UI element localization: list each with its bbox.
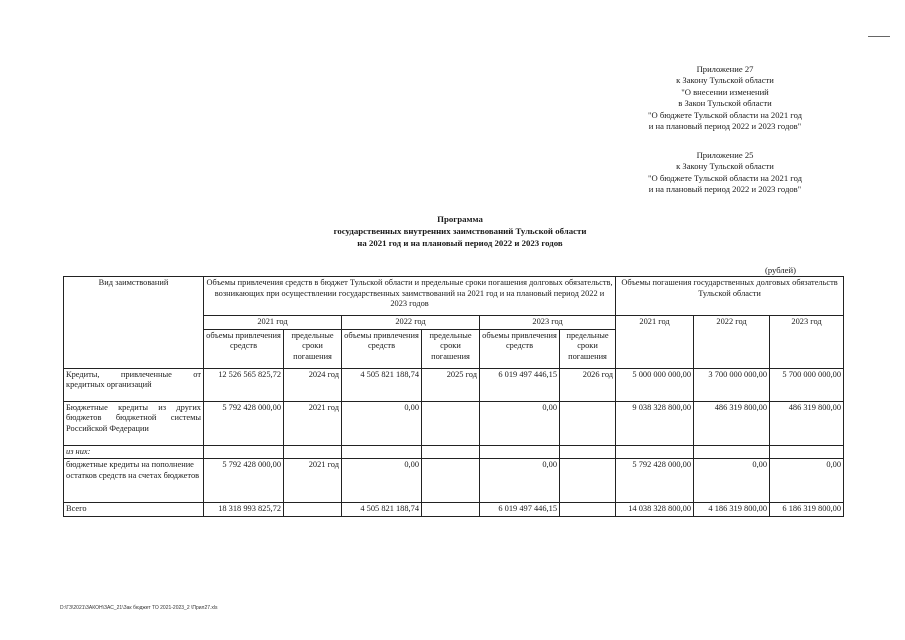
header-repay-2023: 2023 год [770,316,844,369]
cell-value: 14 038 328 800,00 [616,503,694,517]
cell-empty [694,445,770,459]
cell-value: 9 038 328 800,00 [616,401,694,445]
cell-value: 0,00 [342,459,422,503]
annex-line: к Закону Тульской области [676,75,774,86]
header-volume: объемы привлечения средств [204,329,284,368]
header-attract: Объемы привлечения средств в бюджет Тульской области и предельные сроки погашения долговых обязательств, возникающих при осуществлении государственных заимствований на 2021 год и на плановый период 2022 и 2023 годов [204,277,616,316]
file-path-footer: D:\ГЗ\2021\ЗАКОН\ЗАС_21\Зак бюджет ТО 2021-2023_2 \Прил27.xls [60,605,218,611]
header-attract-2021: 2021 год [204,316,342,330]
borrowing-program-table [63,276,844,517]
cell-value: 4 505 821 188,74 [342,368,422,401]
title-line: Программа [437,214,483,224]
annex-27-block [600,64,850,132]
header-volume: объемы привлечения средств [342,329,422,368]
title-line: на 2021 год и на плановый период 2022 и 2023 годов [357,238,563,248]
header-row [64,277,844,316]
document-title [270,213,650,249]
cell-value: 5 792 428 000,00 [616,459,694,503]
cell-value: 12 526 565 825,72 [204,368,284,401]
cell-value: 0,00 [480,401,560,445]
cell-empty [770,445,844,459]
cell-term: 2026 год [560,368,616,401]
cell-value: 4 505 821 188,74 [342,503,422,517]
cell-term: 2025 год [422,368,480,401]
table-row [64,445,844,459]
annex-line: в Закон Тульской области [678,98,772,109]
row-name: Кредиты, привлеченные от кредитных организаций [64,368,204,401]
annex-line: "О бюджете Тульской области на 2021 год [648,172,802,183]
cell-empty [342,445,422,459]
table-row-total [64,503,844,517]
cell-empty [480,445,560,459]
header-term: предельные сроки погашения [560,329,616,368]
row-name: бюджетные кредиты на пополнение остатков средств на счетах бюджетов [64,459,204,503]
cell-term [284,503,342,517]
row-name: из них: [64,445,204,459]
cell-value: 5 700 000 000,00 [770,368,844,401]
header-attract-2023: 2023 год [480,316,616,330]
annex-line: "О бюджете Тульской области на 2021 год [648,109,802,120]
cell-value: 5 792 428 000,00 [204,401,284,445]
cell-value: 4 186 319 800,00 [694,503,770,517]
cell-empty [616,445,694,459]
row-name: Бюджетные кредиты из других бюджетов бюджетной системы Российской Федерации [64,401,204,445]
cell-value: 5 792 428 000,00 [204,459,284,503]
cell-value: 6 019 497 446,15 [480,503,560,517]
header-repay-2021: 2021 год [616,316,694,369]
cell-value: 3 700 000 000,00 [694,368,770,401]
cell-term [422,459,480,503]
table-row [64,459,844,503]
header-term: предельные сроки погашения [422,329,480,368]
cell-term: 2021 год [284,459,342,503]
annex-line: к Закону Тульской области [676,161,774,172]
table-row [64,368,844,401]
scan-mark [868,36,890,37]
cell-value: 18 318 993 825,72 [204,503,284,517]
cell-term: 2024 год [284,368,342,401]
cell-empty [560,445,616,459]
annex-line: "О внесении изменений [681,86,769,97]
annex-line: и на плановый период 2022 и 2023 годов" [648,121,802,132]
cell-empty [284,445,342,459]
annex-line: Приложение 25 [696,150,754,160]
cell-term [560,401,616,445]
header-type: Вид заимствований [64,277,204,369]
annex-line: и на плановый период 2022 и 2023 годов" [648,184,802,195]
title-line: государственных внутренних заимствований Тульской области [333,226,587,236]
annex-line: Приложение 27 [696,64,754,74]
header-attract-2022: 2022 год [342,316,480,330]
cell-term [560,503,616,517]
cell-value: 0,00 [694,459,770,503]
cell-value: 486 319 800,00 [694,401,770,445]
cell-term: 2021 год [284,401,342,445]
row-name: Всего [64,503,204,517]
cell-term [560,459,616,503]
cell-value: 0,00 [480,459,560,503]
cell-term [422,401,480,445]
header-repay: Объемы погашения государственных долговых обязательств Тульской области [616,277,844,316]
header-volume: объемы привлечения средств [480,329,560,368]
cell-empty [204,445,284,459]
header-term: предельные сроки погашения [284,329,342,368]
cell-term [422,503,480,517]
cell-value: 0,00 [342,401,422,445]
annex-25-block [600,150,850,196]
units-label: (рублей) [765,265,796,275]
cell-value: 6 019 497 446,15 [480,368,560,401]
table-row [64,401,844,445]
cell-value: 5 000 000 000,00 [616,368,694,401]
header-repay-2022: 2022 год [694,316,770,369]
cell-empty [422,445,480,459]
cell-value: 486 319 800,00 [770,401,844,445]
cell-value: 6 186 319 800,00 [770,503,844,517]
cell-value: 0,00 [770,459,844,503]
